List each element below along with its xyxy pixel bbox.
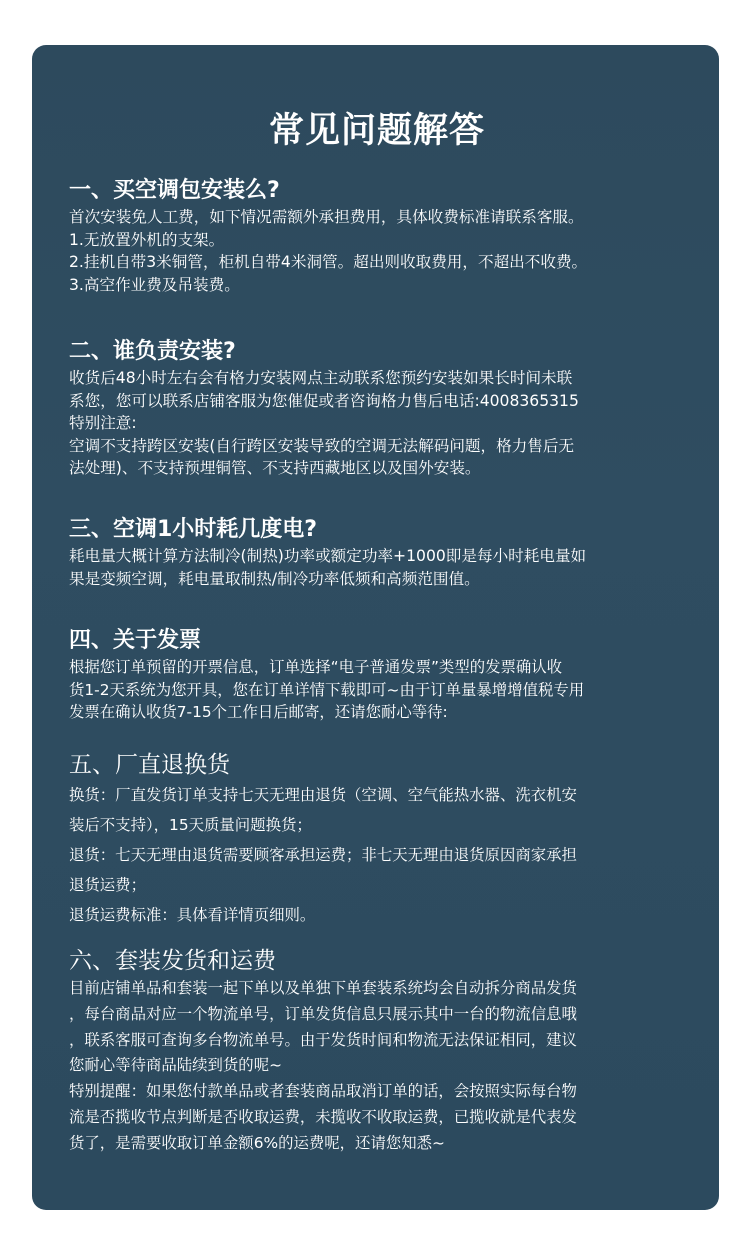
- section-line: 根据您订单预留的开票信息，订单选择“电子普通发票”类型的发票确认收: [69, 658, 563, 676]
- section-line: 特别提醒：如果您付款单品或者套装商品取消订单的话，会按照实际每台物: [69, 1082, 577, 1101]
- section-heading: 五、厂直退换货: [69, 752, 230, 778]
- section-heading: 六、套装发货和运费: [69, 948, 276, 974]
- section-heading: 四、关于发票: [69, 628, 202, 653]
- section-line: 退货运费；: [69, 876, 146, 894]
- section-line: 发票在确认收货7-15个工作日后邮寄，还请您耐心等待:: [69, 703, 448, 721]
- section-line: ，联系客服可查询多台物流单号。由于发货时间和物流无法保证相同，建议: [69, 1030, 577, 1049]
- section-line: 法处理)、不支持预埋铜管、不支持西藏地区以及国外安装。: [69, 459, 481, 477]
- section-line: 货1-2天系统为您开具，您在订单详情下载即可~由于订单量暴增增值税专用: [69, 680, 585, 699]
- section-line: 系您，您可以联系店铺客服为您催促或者咨询格力售后电话:4008365315: [69, 391, 579, 410]
- section-line: 2.挂机自带3米铜管，柜机自带4米洞管。超出则收取费用，不超出不收费。: [69, 253, 588, 271]
- section-line: 换货：厂直发货订单支持七天无理由退货（空调、空气能热水器、洗衣机安: [69, 786, 577, 804]
- section-line: 您耐心等待商品陆续到货的呢~: [69, 1056, 282, 1075]
- section-heading: 一、买空调包安装么?: [69, 178, 280, 203]
- section-line: 1.无放置外机的支架。: [69, 230, 225, 249]
- faq-card: [32, 45, 719, 1210]
- section-line: 流是否揽收节点判断是否收取运费，未揽收不收取运费，已揽收就是代表发: [69, 1107, 577, 1126]
- faq-section-who-installs: [69, 337, 689, 480]
- section-line: 目前店铺单品和套装一起下单以及单独下单套装系统均会自动拆分商品发货: [69, 979, 577, 997]
- section-line: 退货：七天无理由退货需要顾客承担运费；非七天无理由退货原因商家承担: [69, 846, 577, 864]
- faq-section-install-included: [69, 176, 689, 296]
- faq-section-invoice: [69, 626, 689, 724]
- section-heading: 二、谁负责安装?: [69, 339, 236, 364]
- section-line: 3.高空作业费及吊装费。: [69, 275, 240, 294]
- page-title: 常见问题解答: [268, 111, 485, 151]
- section-line: 果是变频空调，耗电量取制热/制冷功率低频和高频范围值。: [69, 569, 480, 588]
- section-line: 收货后48小时左右会有格力安装网点主动联系您预约安装如果长时间未联: [69, 369, 573, 387]
- section-line: 空调不支持跨区安装(自行跨区安装导致的空调无法解码问题，格力售后无: [69, 436, 575, 455]
- section-line: 首次安装免人工费，如下情况需额外承担费用，具体收费标准请联系客服。: [69, 208, 584, 226]
- section-line: 货了，是需要收取订单金额6%的运费呢，还请您知悉~: [69, 1133, 445, 1152]
- section-line: 耗电量大概计算方法制冷(制热)功率或额定功率+1000即是每小时耗电量如: [69, 547, 587, 565]
- section-line: 退货运费标准：具体看详情页细则。: [69, 906, 316, 924]
- faq-section-power-usage: [69, 515, 689, 590]
- section-line: ，每台商品对应一个物流单号，订单发货信息只展示其中一台的物流信息哦: [69, 1004, 577, 1023]
- section-line: 装后不支持），15天质量问题换货；: [69, 816, 312, 834]
- faq-section-bundle-shipping: [69, 946, 689, 1157]
- section-line: 特别注意:: [69, 414, 137, 432]
- section-heading: 三、空调1小时耗几度电?: [69, 517, 318, 542]
- faq-section-returns: [69, 750, 689, 930]
